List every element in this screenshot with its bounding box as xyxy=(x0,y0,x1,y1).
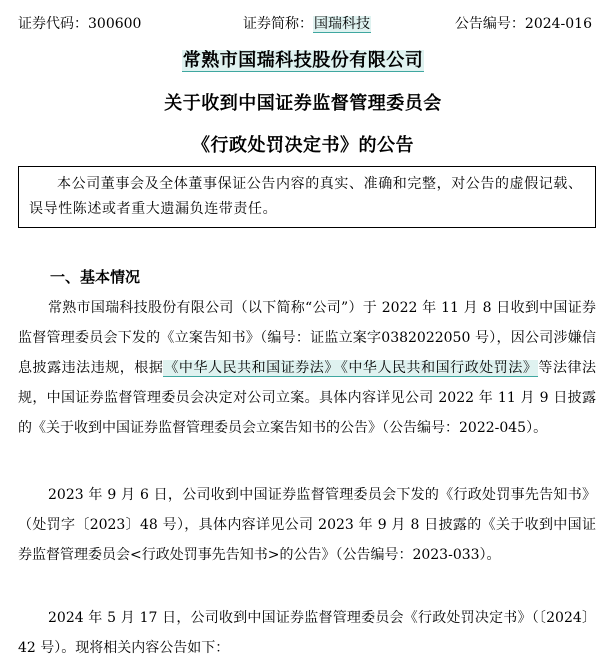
document-header xyxy=(18,12,592,36)
company-title: 常熟市国瑞科技股份有限公司 xyxy=(182,50,424,71)
notice-text: 本公司董事会及全体董事保证公告内容的真实、准确和完整，对公告的虚假记载、误导性陈述或者重大遗漏负连带责任。 xyxy=(29,176,583,217)
paragraph-3: 2024 年 5 月 17 日，公司收到中国证券监督管理委员会《行政处罚决定书》（〔2024〕42 号）。现将相关内容公告如下： xyxy=(18,610,596,656)
securities-law-link: 《中华人民共和国证券法》 xyxy=(164,360,339,376)
stock-abbr-highlight: 国瑞科技 xyxy=(314,16,370,32)
announcement-number: 公告编号：2024-016 xyxy=(454,16,592,32)
announcement-title-line3: 《行政处罚决定书》的公告 xyxy=(192,135,414,156)
board-guarantee-notice xyxy=(18,166,596,228)
stock-code: 证券代码：300600 xyxy=(18,16,142,32)
paragraph-1: 常熟市国瑞科技股份有限公司（以下简称“公司”）于 2022 年 11 月 8 日收到中国证券监督管理委员会下发的《立案告知书》（编号：证监立案字0382022050 号），因公司涉嫌信息披露违法违规，根据《中华人民共和国证券法》 《中华人民共和国行政处罚法》等法律法规，中国证券监督管理委员会决定对公司立案。具体内容详见公司 2022 年 11 月 9 日披露的《关于收到中国证券监督管理委员会立案告知书的公告》（公告编号：2022-045）。 xyxy=(18,300,597,436)
administrative-penalty-law-link: 《中华人民共和国行政处罚法》 xyxy=(340,360,538,376)
section-heading: 一、基本情况 xyxy=(50,268,141,286)
paragraph-2: 2023 年 9 月 6 日，公司收到中国证券监督管理委员会下发的《行政处罚事先告知书》（处罚字〔2023〕48 号），具体内容详见公司 2023 年 9 月 8 日披露的《关于收到中国证券监督管理委员会<行政处罚事先告知书>的公告》（公告编号：2023-033）。 xyxy=(18,487,596,563)
stock-abbreviation: 证券简称：国瑞科技 xyxy=(243,16,370,32)
announcement-title-line2: 关于收到中国证券监督管理委员会 xyxy=(164,93,442,114)
